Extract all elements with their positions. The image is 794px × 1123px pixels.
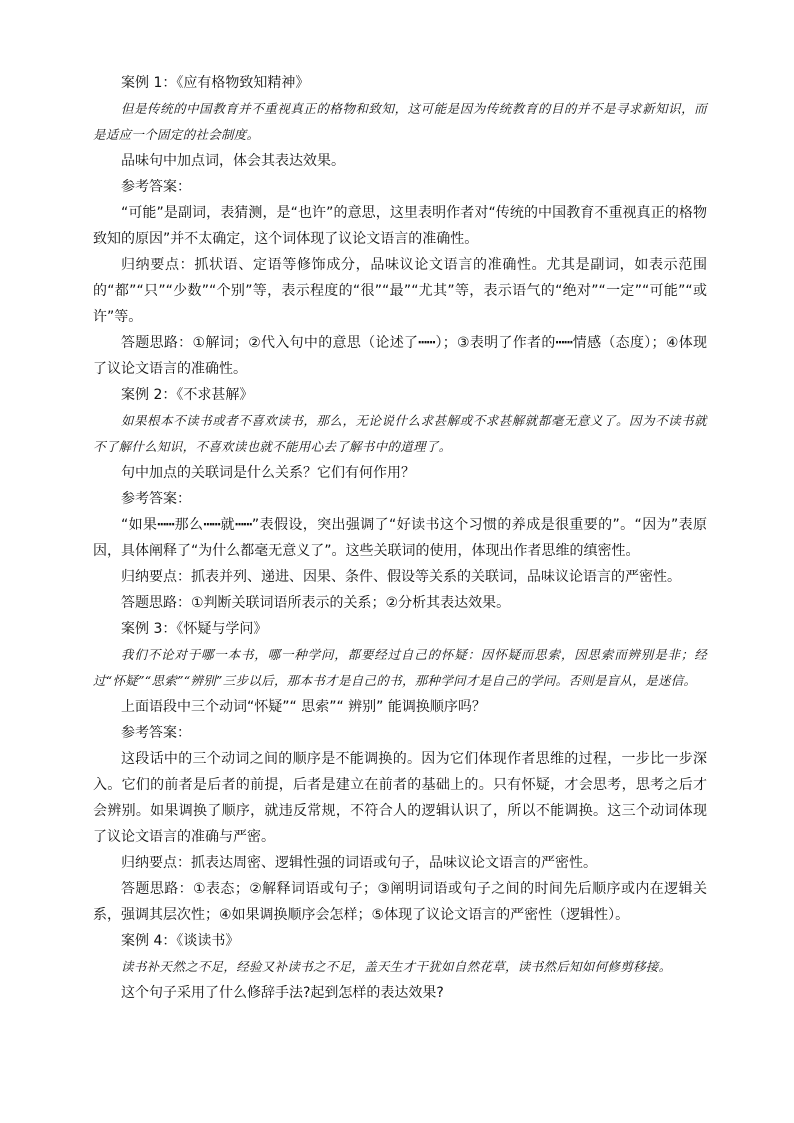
case1-summary: 归纳要点：抓状语、定语等修饰成分，品味议论文语言的准确性。尤其是副词，如表示范围的“都”“只”“少数”“个别”等，表示程度的“很”“最”“尤其”等，表示语气的“绝对”“一定”“可能”“或许”等。 (93, 257, 707, 325)
case3-answer: 这段话中的三个动词之间的顺序是不能调换的。因为它们体现作者思维的过程，一步比一步深入。它们的前者是后者的前提，后者是建立在前者的基础上的。只有怀疑，才会思考，思考之后才会辨别。如果调换了顺序，就违反常规，不符合人的逻辑认识了，所以不能调换。这三个动词体现了议论文语言的准确与严密。 (93, 751, 707, 845)
case2-summary: 归纳要点：抓表并列、递进、因果、条件、假设等关系的关联词，品味议论语言的严密性。 (121, 569, 681, 585)
case1-approach: 答题思路：①解词；②代入句中的意思（论述了┅┅）；③表明了作者的┅┅情感（态度）；④体现了议论文语言的准确性。 (93, 335, 707, 377)
case2-quote: 如果根本不读书或者不喜欢读书，那么，无论说什么求甚解或不求甚解就都毫无意义了。因为不读书就不了解什么知识，不喜欢读也就不能用心去了解书中的道理了。 (93, 413, 707, 454)
document-page (93, 70, 707, 1006)
case2-answer: “如果┅┅那么┅┅就┅┅”表假设，突出强调了“好读书这个习惯的养成是很重要的”。“因为”表原因，具体阐释了“为什么都毫无意义了”。这些关联词的使用，体现出作者思维的缜密性。 (93, 517, 707, 559)
case3-approach: 答题思路：①表态；②解释词语或句子；③阐明词语或句子之间的时间先后顺序或内在逻辑关系，强调其层次性；④如果调换顺序会怎样；⑤体现了议论文语言的严密性（逻辑性）。 (93, 881, 707, 923)
case1-title: 案例 1：《应有格物致知精神》 (121, 75, 310, 91)
case1-answer: “可能”是副词，表猜测，是“也许”的意思，这里表明作者对“传统的中国教育不重视真正的格物致知的原因”并不太确定，这个词体现了议论文语言的准确性。 (93, 205, 707, 247)
case4-quote: 读书补天然之不足，经验又补读书之不足，盖天生才干犹如自然花草，读书然后知如何修剪移接。 (121, 959, 672, 974)
case2-title: 案例 2：《不求甚解》 (121, 387, 254, 403)
case2-approach: 答题思路：①判断关联词语所表示的关系；②分析其表达效果。 (121, 595, 511, 611)
case1-question: 品味句中加点词，体会其表达效果。 (121, 153, 345, 169)
case3-quote: 我们不论对于哪一本书，哪一种学问，都要经过自己的怀疑：因怀疑而思索，因思索而辨别是非；经过“怀疑”“思索”“辨别”三步以后，那本书才是自己的书，那种学问才是自己的学问。否则是盲从，是迷信。 (93, 647, 707, 688)
case3-title: 案例 3：《怀疑与学问》 (121, 621, 268, 637)
case4-title: 案例 4：《谈读书》 (121, 933, 240, 949)
case1-answer-label: 参考答案： (121, 179, 191, 195)
case3-answer-label: 参考答案： (121, 725, 191, 741)
case2-answer-label: 参考答案： (121, 491, 191, 507)
case1-quote: 但是传统的中国教育并不重视真正的格物和致知，这可能是因为传统教育的目的并不是寻求新知识，而是适应一个固定的社会制度。 (93, 101, 707, 142)
case3-summary: 归纳要点：抓表达周密、逻辑性强的词语或句子，品味议论文语言的严密性。 (121, 855, 597, 871)
case4-question: 这个句子采用了什么修辞手法?起到怎样的表达效果? (121, 985, 444, 1001)
case2-question: 句中加点的关联词是什么关系？它们有何作用？ (121, 465, 415, 481)
case3-question: 上面语段中三个动词“怀疑”“ 思索”“ 辨别” 能调换顺序吗？ (121, 699, 486, 715)
